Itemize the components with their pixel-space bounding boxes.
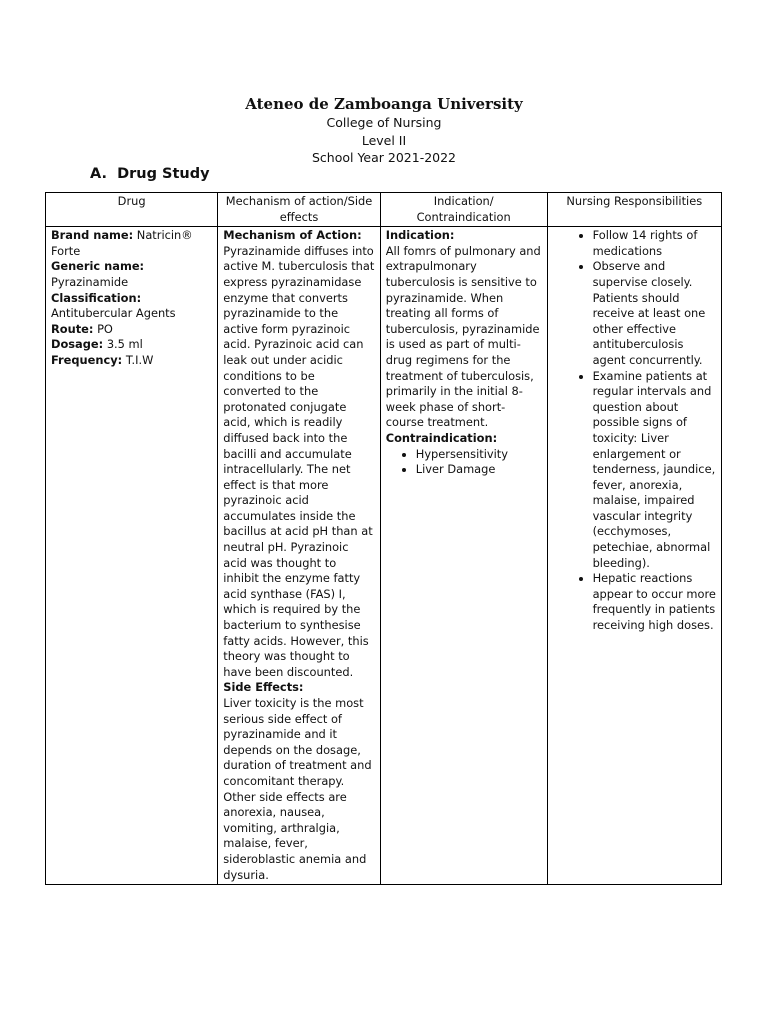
side-effects-text: Liver toxicity is the most serious side effect of pyrazinamide and it depends on the dosage, duration of treatment and concomitant therapy. Other side effects are anorexia, nausea, vomiting, arthralgia, malaise, fever, sideroblastic anemia and dysuria. — [223, 696, 372, 882]
list-item: • Observe and supervise closely. Patients should receive at least one other effective antituberculosis agent concurrently. — [593, 259, 716, 368]
brand-label: Brand name: — [51, 228, 134, 243]
dosage-label: Dosage: — [51, 337, 104, 352]
frequency-line — [51, 353, 212, 369]
indication-cell — [380, 227, 547, 885]
classification-value: Antitubercular Agents — [51, 306, 176, 321]
dosage-value: 3.5 ml — [106, 337, 143, 352]
nursing-cell — [547, 227, 721, 885]
nursing-list — [553, 228, 716, 633]
mechanism-cell — [218, 227, 381, 885]
dosage-line — [51, 337, 212, 353]
list-item: • Liver Damage — [416, 462, 542, 478]
moa-text: Pyrazinamide diffuses into active M. tuberculosis that express pyrazinamidase enzyme that converts pyrazinamide to the active form pyrazinoic acid. Pyrazinoic acid can leak out under acidic conditions to be converted to the protonated conjugate acid, which is readily diffused back into the bacilli and accumulate intracellularly. The net effect is that more pyrazinoic acid accumulates inside the bacillus at acid pH than at neutral pH. Pyrazinoic acid was thought to inhibit the enzyme fatty acid synthase (FAS) I, which is required by the bacterium to synthesise fatty acids. However, this theory was thought to have been discounted. — [223, 243, 375, 679]
classification-label: Classification: — [51, 290, 142, 305]
generic-label: Generic name: — [51, 259, 145, 274]
college-name: College of Nursing — [326, 115, 442, 130]
brand-name-line — [51, 228, 212, 259]
contraindication-list — [386, 447, 542, 478]
indication-label: Indication: — [385, 228, 455, 243]
table-row — [46, 227, 722, 885]
list-item: • Hypersensitivity — [416, 447, 542, 463]
frequency-value: T.I.W — [125, 352, 154, 367]
university-title: Ateneo de Zamboanga University — [245, 95, 523, 113]
header-indication: Indication/ Contraindication — [380, 193, 547, 227]
header-mechanism: Mechanism of action/Side effects — [218, 193, 381, 227]
frequency-label: Frequency: — [51, 352, 123, 367]
moa-label: Mechanism of Action: — [223, 228, 362, 243]
list-item: • Hepatic reactions appear to occur more frequently in patients receiving high doses. — [593, 571, 716, 633]
section-letter: A. — [90, 166, 107, 182]
section-title: Drug Study — [117, 166, 210, 182]
generic-value: Pyrazinamide — [51, 274, 129, 289]
generic-name-line — [51, 259, 212, 290]
list-item: • Examine patients at regular intervals and question about possible signs of toxicity: Liver enlargement or tenderness, jaundice, fever, anorexia, malaise, impaired vascular integrity (ecchymoses, petechiae, abnormal bleeding). — [593, 369, 716, 572]
header-drug: Drug — [46, 193, 218, 227]
brand-value: Natricin® Forte — [51, 228, 193, 258]
header-nursing: Nursing Responsibilities — [547, 193, 721, 227]
route-value: PO — [97, 321, 113, 336]
section-heading — [90, 166, 210, 182]
side-effects-label: Side Effects: — [223, 680, 304, 695]
drug-cell — [46, 227, 218, 885]
contraindication-label: Contraindication: — [385, 430, 498, 445]
table-header-row — [46, 193, 722, 227]
indication-text: All fomrs of pulmonary and extrapulmonary tuberculosis is sensitive to pyrazinamide. When treating all forms of tuberculosis, pyrazinamide is used as part of multi-drug regimens for the treatment of tuberculosis, primarily in the initial 8-week phase of short-course treatment. — [385, 243, 541, 430]
drug-study-table — [45, 192, 722, 885]
classification-line — [51, 291, 212, 322]
level-label: Level II — [361, 133, 407, 148]
route-line — [51, 322, 212, 338]
route-label: Route: — [51, 321, 94, 336]
school-year: School Year 2021-2022 — [311, 150, 457, 165]
list-item: • Follow 14 rights of medications — [593, 228, 716, 259]
